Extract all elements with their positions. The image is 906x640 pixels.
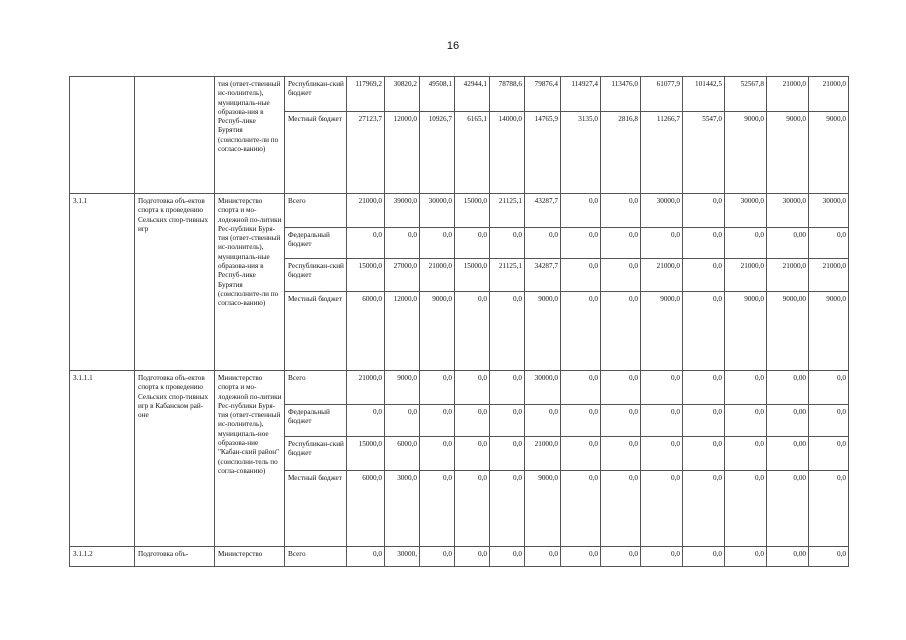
- value-cell: 9000,0: [767, 112, 809, 194]
- value-cell: 0,0: [809, 371, 849, 405]
- value-cell: 0,0: [490, 405, 525, 437]
- value-cell: 0,0: [455, 547, 490, 567]
- value-cell: 21125,1: [490, 259, 525, 292]
- value-cell: 0,00: [767, 405, 809, 437]
- value-cell: 0,0: [455, 292, 490, 371]
- value-cell: 21000,0: [767, 259, 809, 292]
- page-number: 16: [446, 40, 460, 52]
- value-cell: 0,0: [420, 228, 455, 259]
- value-cell: 30000,0: [767, 194, 809, 228]
- value-cell: 0,0: [601, 292, 641, 371]
- value-cell: 0,0: [725, 437, 767, 471]
- row-name-cell: [135, 77, 215, 194]
- value-cell: 0,0: [347, 405, 385, 437]
- value-cell: 0,0: [561, 259, 601, 292]
- value-cell: 21000,0: [525, 437, 561, 471]
- value-cell: 0,0: [601, 228, 641, 259]
- value-cell: 52567,8: [725, 77, 767, 112]
- funding-source-cell: Федеральный бюджет: [285, 405, 347, 437]
- value-cell: 0,0: [525, 228, 561, 259]
- value-cell: 0,0: [385, 228, 420, 259]
- value-cell: 0,0: [561, 471, 601, 547]
- value-cell: 30820,2: [385, 77, 420, 112]
- value-cell: 0,0: [725, 547, 767, 567]
- budget-table: [69, 76, 849, 567]
- value-cell: 0,0: [455, 437, 490, 471]
- value-cell: 0,0: [641, 471, 683, 547]
- value-cell: 0,0: [725, 371, 767, 405]
- value-cell: 0,0: [809, 471, 849, 547]
- row-executor-cell: тия (ответ-ственный ис-полнитель), муниципаль-ные образова-ния в Респуб-лике Бурятия (соисполните-ли по согласо-ванию): [215, 77, 285, 194]
- row-name-cell: Подготовка объ-ектов спорта к проведению Сельских спор-тивных игр в Кабанском рай-оне: [135, 371, 215, 547]
- value-cell: 9000,0: [809, 112, 849, 194]
- value-cell: 2816,8: [601, 112, 641, 194]
- value-cell: 0,0: [683, 259, 725, 292]
- value-cell: 79876,4: [525, 77, 561, 112]
- value-cell: 9000,0: [725, 292, 767, 371]
- value-cell: 9000,0: [809, 292, 849, 371]
- value-cell: 0,0: [561, 194, 601, 228]
- value-cell: 0,0: [561, 228, 601, 259]
- value-cell: 11266,7: [641, 112, 683, 194]
- value-cell: 0,0: [601, 259, 641, 292]
- value-cell: 30000,0: [525, 371, 561, 405]
- value-cell: 27123,7: [347, 112, 385, 194]
- value-cell: 15000,0: [455, 259, 490, 292]
- value-cell: 0,0: [601, 194, 641, 228]
- value-cell: 30000,0: [420, 194, 455, 228]
- funding-source-cell: Местный бюджет: [285, 112, 347, 194]
- value-cell: 21000,0: [641, 259, 683, 292]
- value-cell: 6000,0: [347, 292, 385, 371]
- row-code-cell: 3.1.1.2: [70, 547, 135, 567]
- value-cell: 0,0: [683, 547, 725, 567]
- value-cell: 0,0: [525, 547, 561, 567]
- value-cell: 0,0: [683, 405, 725, 437]
- row-executor-cell: Министерство спорта и мо-лодежной по-литики Рес-публики Буря-тия (ответ-ственный ис-полнитель), муниципаль-ные образова-ния в Респуб-лике Бурятия (соисполните-ли по согласо-ванию): [215, 194, 285, 371]
- value-cell: 61077,9: [641, 77, 683, 112]
- value-cell: 15000,0: [347, 259, 385, 292]
- value-cell: 0,0: [455, 471, 490, 547]
- value-cell: 9000,0: [385, 371, 420, 405]
- value-cell: 0,00: [767, 371, 809, 405]
- value-cell: 0,00: [767, 547, 809, 567]
- value-cell: 0,0: [683, 371, 725, 405]
- value-cell: 0,00: [767, 471, 809, 547]
- value-cell: 12000,0: [385, 292, 420, 371]
- row-name-cell: Подготовка объ-ектов спорта к проведению Сельских спор-тивных игр: [135, 194, 215, 371]
- value-cell: 14000,0: [490, 112, 525, 194]
- table-row: [70, 77, 849, 112]
- value-cell: 5547,0: [683, 112, 725, 194]
- value-cell: 6000,0: [347, 471, 385, 547]
- row-executor-cell: Министерство: [215, 547, 285, 567]
- value-cell: 6000,0: [385, 437, 420, 471]
- value-cell: 0,0: [601, 371, 641, 405]
- value-cell: 0,0: [809, 547, 849, 567]
- value-cell: 30000,0: [641, 194, 683, 228]
- table-row: [70, 547, 849, 567]
- value-cell: 0,0: [490, 547, 525, 567]
- value-cell: 0,0: [601, 437, 641, 471]
- funding-source-cell: Республикан-ский бюджет: [285, 259, 347, 292]
- value-cell: 0,0: [683, 471, 725, 547]
- value-cell: 0,0: [641, 437, 683, 471]
- value-cell: 30000,0: [809, 194, 849, 228]
- value-cell: 3135,0: [561, 112, 601, 194]
- funding-source-cell: Республикан-ский бюджет: [285, 437, 347, 471]
- value-cell: 21000,0: [347, 371, 385, 405]
- value-cell: 49508,1: [420, 77, 455, 112]
- value-cell: 9000,0: [525, 292, 561, 371]
- value-cell: 0,0: [601, 405, 641, 437]
- value-cell: 21000,0: [420, 259, 455, 292]
- value-cell: 0,0: [683, 194, 725, 228]
- row-executor-cell: Министерство спорта и мо-лодежной по-литики Рес-публики Буря-тия (ответ-ственный ис-полнитель), муниципаль-ное образова-ние "Кабан-ский район" (соисполни-тель по согла-сованию): [215, 371, 285, 547]
- value-cell: 0,0: [683, 228, 725, 259]
- value-cell: 0,0: [725, 471, 767, 547]
- value-cell: 21000,0: [725, 259, 767, 292]
- value-cell: 0,0: [490, 371, 525, 405]
- value-cell: 117969,2: [347, 77, 385, 112]
- value-cell: 101442,5: [683, 77, 725, 112]
- value-cell: 21000,0: [347, 194, 385, 228]
- value-cell: 9000,00: [767, 292, 809, 371]
- value-cell: 0,0: [490, 437, 525, 471]
- value-cell: 0,0: [641, 228, 683, 259]
- value-cell: 34287,7: [525, 259, 561, 292]
- value-cell: 0,0: [561, 371, 601, 405]
- value-cell: 0,0: [641, 405, 683, 437]
- value-cell: 21000,0: [809, 77, 849, 112]
- value-cell: 10926,7: [420, 112, 455, 194]
- value-cell: 9000,0: [525, 471, 561, 547]
- value-cell: 113476,0: [601, 77, 641, 112]
- table-row: [70, 371, 849, 405]
- row-code-cell: 3.1.1: [70, 194, 135, 371]
- value-cell: 6165,1: [455, 112, 490, 194]
- value-cell: 0,0: [641, 371, 683, 405]
- value-cell: 14765,9: [525, 112, 561, 194]
- value-cell: 42944,1: [455, 77, 490, 112]
- value-cell: 0,0: [561, 547, 601, 567]
- value-cell: 114927,4: [561, 77, 601, 112]
- value-cell: 0,0: [347, 228, 385, 259]
- table-row: [70, 194, 849, 228]
- value-cell: 0,0: [561, 292, 601, 371]
- value-cell: 0,0: [601, 547, 641, 567]
- value-cell: 21000,0: [809, 259, 849, 292]
- value-cell: 0,00: [767, 228, 809, 259]
- value-cell: 0,0: [420, 547, 455, 567]
- row-name-cell: Подготовка объ-: [135, 547, 215, 567]
- value-cell: 0,0: [490, 292, 525, 371]
- value-cell: 0,0: [455, 405, 490, 437]
- funding-source-cell: Всего: [285, 371, 347, 405]
- value-cell: 9000,0: [420, 292, 455, 371]
- value-cell: 0,0: [420, 371, 455, 405]
- row-code-cell: [70, 77, 135, 194]
- value-cell: 0,0: [455, 228, 490, 259]
- funding-source-cell: Всего: [285, 194, 347, 228]
- funding-source-cell: Местный бюджет: [285, 292, 347, 371]
- value-cell: 27000,0: [385, 259, 420, 292]
- value-cell: 0,0: [809, 437, 849, 471]
- value-cell: 12000,0: [385, 112, 420, 194]
- value-cell: 21000,0: [767, 77, 809, 112]
- value-cell: 15000,0: [455, 194, 490, 228]
- table-body: [70, 77, 849, 567]
- value-cell: 0,0: [490, 228, 525, 259]
- value-cell: 9000,0: [641, 292, 683, 371]
- value-cell: 30000,0: [725, 194, 767, 228]
- value-cell: 0,0: [490, 471, 525, 547]
- funding-source-cell: Республикан-ский бюджет: [285, 77, 347, 112]
- row-code-cell: 3.1.1.1: [70, 371, 135, 547]
- value-cell: 0,0: [525, 405, 561, 437]
- funding-source-cell: Федеральный бюджет: [285, 228, 347, 259]
- funding-source-cell: Местный бюджет: [285, 471, 347, 547]
- value-cell: 0,0: [420, 405, 455, 437]
- value-cell: 0,0: [725, 228, 767, 259]
- value-cell: 39000,0: [385, 194, 420, 228]
- funding-source-cell: Всего: [285, 547, 347, 567]
- value-cell: 15000,0: [347, 437, 385, 471]
- value-cell: 30000,: [385, 547, 420, 567]
- value-cell: 43287,7: [525, 194, 561, 228]
- value-cell: 78788,6: [490, 77, 525, 112]
- value-cell: 0,0: [725, 405, 767, 437]
- value-cell: 0,0: [641, 547, 683, 567]
- value-cell: 0,0: [561, 405, 601, 437]
- value-cell: 21125,1: [490, 194, 525, 228]
- value-cell: 0,0: [420, 437, 455, 471]
- value-cell: 0,0: [809, 405, 849, 437]
- value-cell: 0,0: [809, 228, 849, 259]
- value-cell: 0,0: [683, 437, 725, 471]
- value-cell: 0,00: [767, 437, 809, 471]
- value-cell: 0,0: [683, 292, 725, 371]
- value-cell: 0,0: [561, 437, 601, 471]
- value-cell: 0,0: [347, 547, 385, 567]
- value-cell: 3000,0: [385, 471, 420, 547]
- value-cell: 9000,0: [725, 112, 767, 194]
- value-cell: 0,0: [601, 471, 641, 547]
- value-cell: 0,0: [455, 371, 490, 405]
- value-cell: 0,0: [420, 471, 455, 547]
- value-cell: 0,0: [385, 405, 420, 437]
